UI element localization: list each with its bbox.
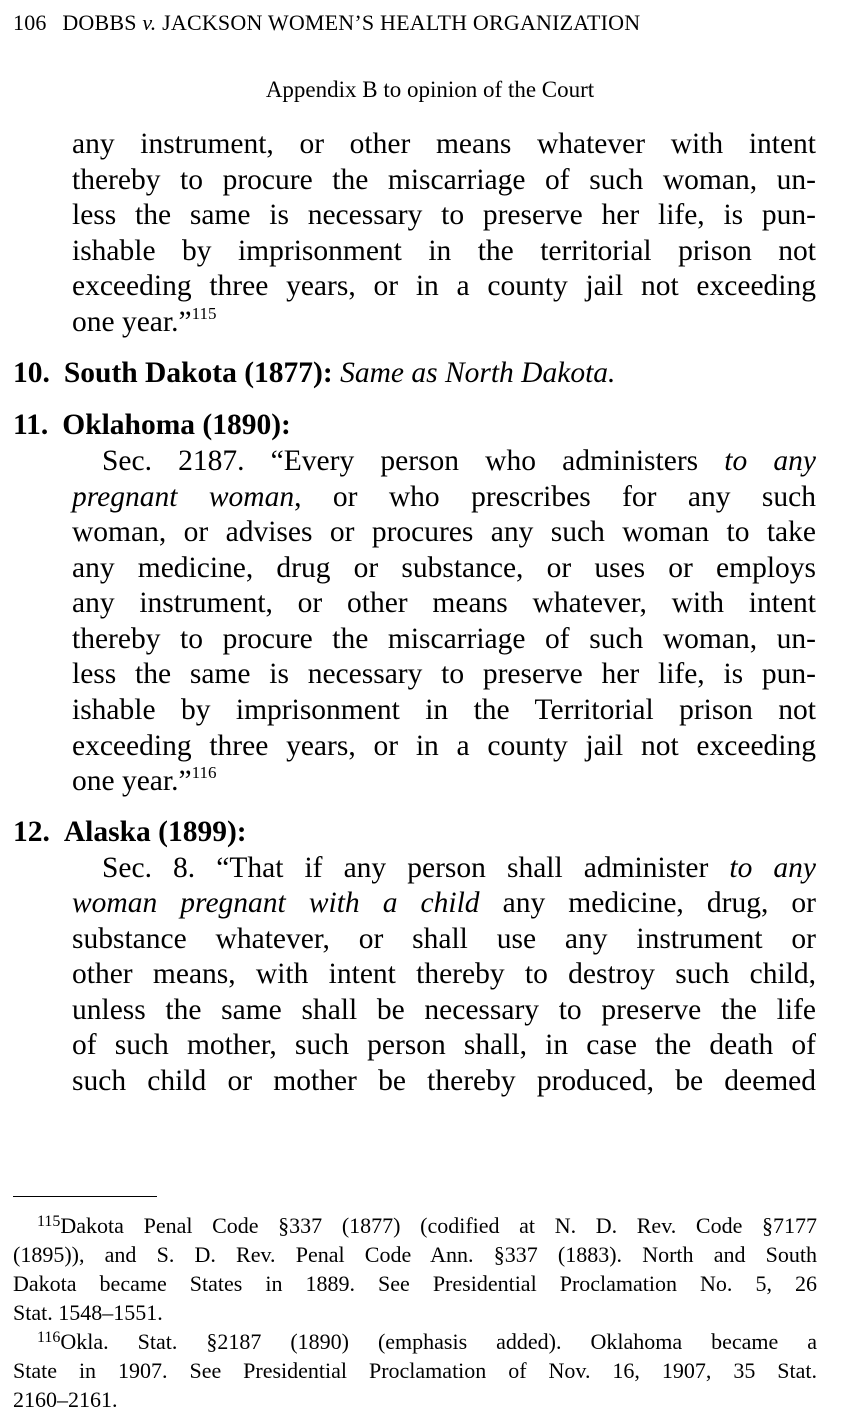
body-line: ishable by imprisonment in the territorial prison not bbox=[72, 235, 816, 267]
body-text: Sec. 8. “That if any person shall administer bbox=[102, 852, 730, 884]
emphasis-text: to any bbox=[724, 445, 816, 477]
section-number: 12. bbox=[13, 816, 50, 848]
footnote-divider bbox=[13, 1196, 157, 1197]
running-header bbox=[13, 10, 640, 36]
body-text: one year.” bbox=[72, 765, 192, 797]
body-line: less the same is necessary to preserve her life, is pun- bbox=[72, 658, 816, 690]
section-number: 10. bbox=[13, 357, 50, 389]
body-line-last bbox=[72, 763, 816, 799]
body-line: exceeding three years, or in a county jail not exceeding bbox=[72, 730, 816, 762]
section-heading-south-dakota bbox=[13, 355, 615, 391]
body-line bbox=[72, 885, 816, 921]
emphasis-text: woman pregnant with a child bbox=[72, 887, 480, 919]
emphasis-text: pregnant woman bbox=[72, 481, 295, 513]
body-line: exceeding three years, or in a county jail not exceeding bbox=[72, 270, 816, 302]
section-number: 11. bbox=[13, 409, 49, 441]
section-state: South Dakota (1877): bbox=[63, 357, 333, 389]
footnote-line-last: 2160–2161. bbox=[13, 1387, 118, 1412]
footnote-116-line bbox=[37, 1327, 817, 1356]
body-line: woman, or advises or procures any such woman to take bbox=[72, 516, 816, 548]
body-line bbox=[102, 443, 816, 479]
body-text: one year.” bbox=[72, 306, 192, 338]
body-line: thereby to procure the miscarriage of such woman, un- bbox=[72, 623, 816, 655]
footnote-ref-116: 116 bbox=[191, 763, 217, 782]
footnote-number: 115 bbox=[37, 1213, 61, 1230]
emphasis-text: to any bbox=[729, 852, 816, 884]
body-line: other means, with intent thereby to destroy such child, bbox=[72, 958, 816, 990]
footnote-text: Okla. Stat. §2187 (1890) (emphasis added). Oklahoma became a bbox=[60, 1329, 817, 1354]
section-heading-alaska bbox=[13, 814, 247, 850]
footnote-number: 116 bbox=[37, 1329, 61, 1346]
section-state: Oklahoma (1890): bbox=[62, 409, 291, 441]
body-line: any instrument, or other means whatever with intent bbox=[72, 128, 816, 160]
body-line: of such mother, such person shall, in case the death of bbox=[72, 1029, 816, 1061]
footnote-line: State in 1907. See Presidential Proclamation of Nov. 16, 1907, 35 Stat. bbox=[13, 1358, 817, 1383]
body-line: such child or mother be thereby produced, be deemed bbox=[72, 1065, 816, 1097]
footnote-text: Dakota Penal Code §337 (1877) (codified at N. D. Rev. Code §7177 bbox=[60, 1213, 817, 1238]
section-note: Same as North Dakota. bbox=[340, 357, 616, 389]
body-text: Sec. 2187. “Every person who administers bbox=[102, 445, 725, 477]
body-line bbox=[72, 479, 816, 515]
footnote-115-line bbox=[37, 1211, 817, 1240]
footnote-line: Dakota became States in 1889. See Presidential Proclamation No. 5, 26 bbox=[13, 1271, 817, 1296]
body-text: , or who prescribes for any such bbox=[294, 481, 816, 513]
body-line bbox=[102, 850, 816, 886]
body-line: unless the same shall be necessary to preserve the life bbox=[72, 994, 816, 1026]
page-number: 106 bbox=[13, 10, 47, 35]
section-heading-oklahoma bbox=[13, 407, 291, 443]
body-line: less the same is necessary to preserve her life, is pun- bbox=[72, 199, 816, 231]
case-title-v: v. bbox=[142, 10, 157, 35]
body-text: any medicine, drug, or bbox=[479, 887, 816, 919]
body-line: substance whatever, or shall use any instrument or bbox=[72, 923, 816, 955]
footnote-ref-115: 115 bbox=[191, 304, 217, 323]
case-title-b: JACKSON WOMEN’S HEALTH ORGANIZATION bbox=[162, 10, 641, 35]
appendix-subtitle: Appendix B to opinion of the Court bbox=[265, 77, 595, 102]
body-line: ishable by imprisonment in the Territorial prison not bbox=[72, 694, 816, 726]
case-title-a: DOBBS bbox=[62, 10, 137, 35]
section-state: Alaska (1899): bbox=[63, 816, 247, 848]
footnote-line-last: Stat. 1548–1551. bbox=[13, 1300, 163, 1325]
body-line: thereby to procure the miscarriage of such woman, un- bbox=[72, 164, 816, 196]
body-line: any instrument, or other means whatever, with intent bbox=[72, 587, 816, 619]
body-line-last bbox=[72, 304, 816, 340]
footnote-line: (1895)), and S. D. Rev. Penal Code Ann. §337 (1883). North and South bbox=[13, 1242, 817, 1267]
body-line: any medicine, drug or substance, or uses or employs bbox=[72, 552, 816, 584]
